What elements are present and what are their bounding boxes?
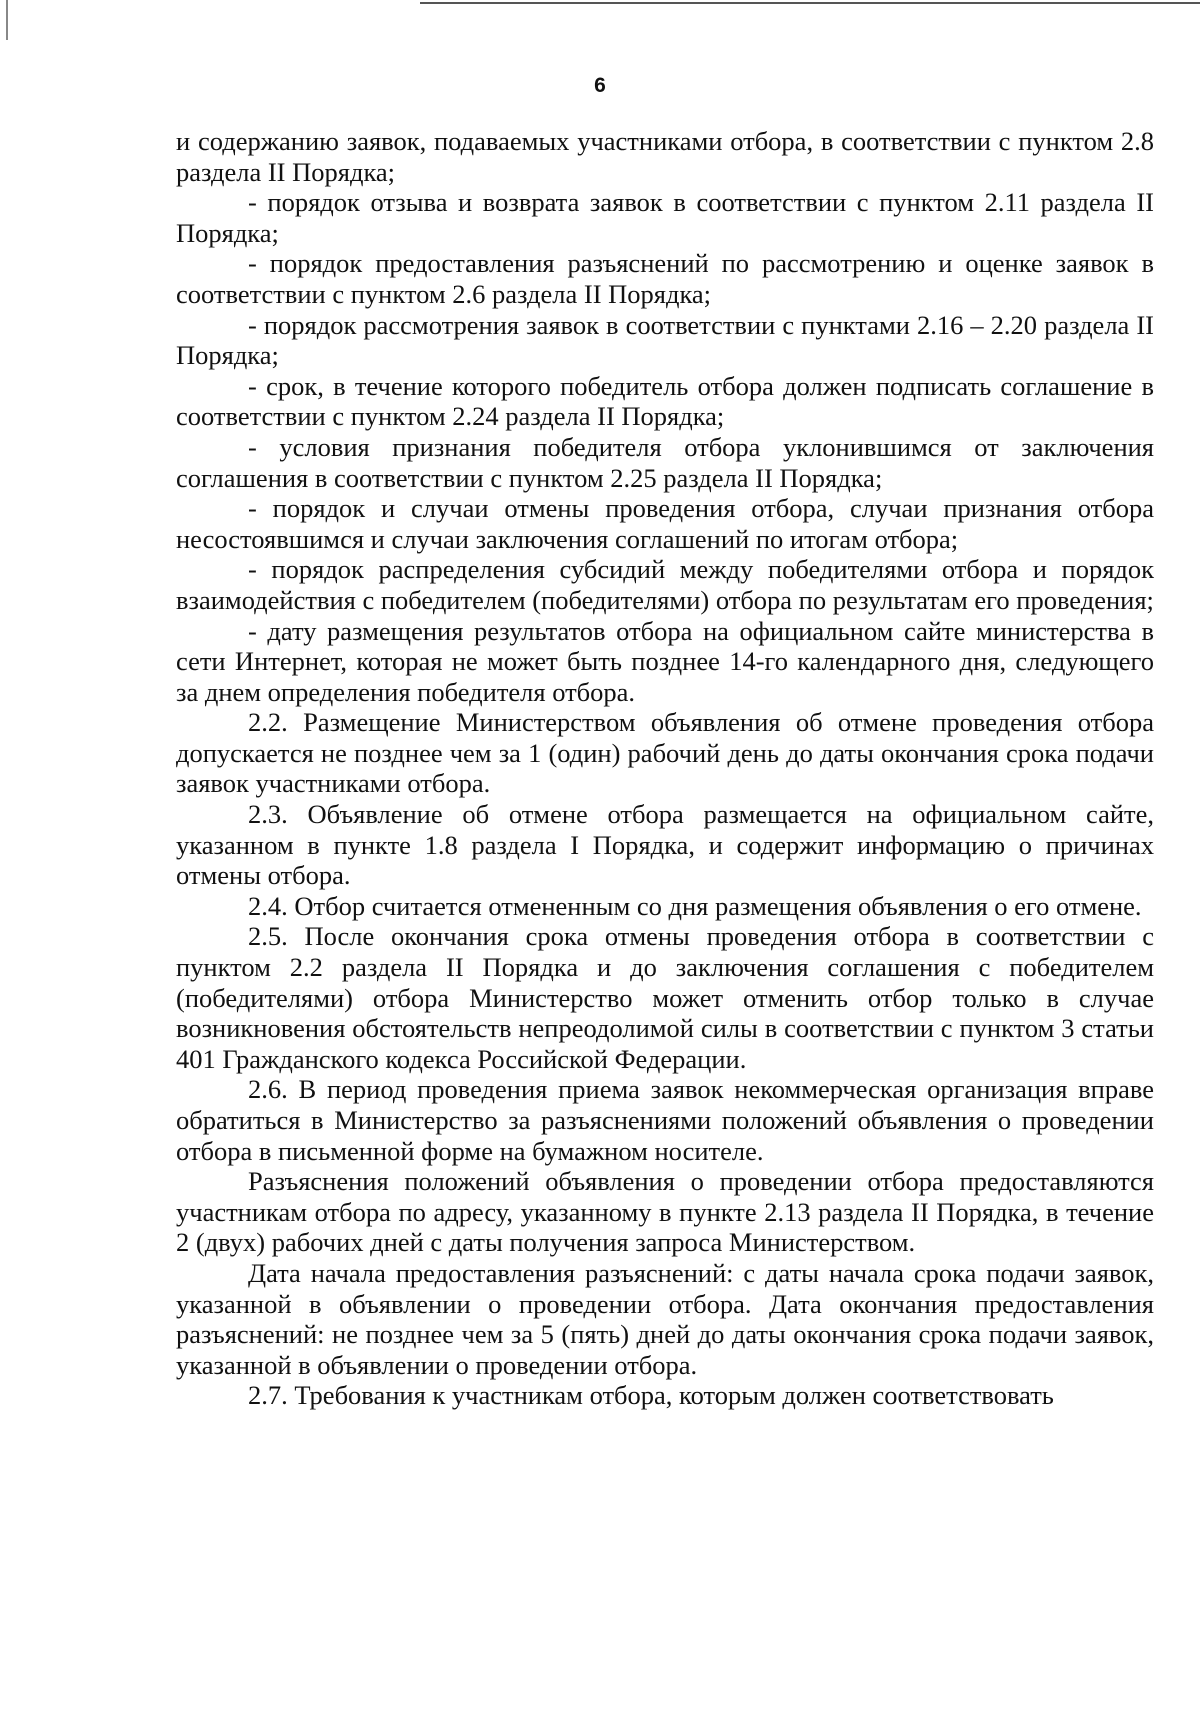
paragraph: - порядок рассмотрения заявок в соответствии с пунктами 2.16 – 2.20 раздела II Порядка;	[176, 309, 1154, 371]
paragraph: 2.7. Требования к участникам отбора, которым должен соответствовать	[248, 1380, 1054, 1411]
paragraph: 2.6. В период проведения приема заявок некоммерческая организация вправе обратиться в Министерство за разъяснениями положений объявления о проведении отбора в письменной форме на бумажном носителе.	[176, 1074, 1154, 1166]
paragraph: - порядок предоставления разъяснений по рассмотрению и оценке заявок в соответствии с пунктом 2.6 раздела II Порядка;	[176, 248, 1154, 309]
scan-edge-left	[6, 0, 8, 40]
paragraph: - дату размещения результатов отбора на официальном сайте министерства в сети Интернет, которая не может быть позднее 14-го календарного дня, следующего за днем определения победителя отбора.	[176, 615, 1154, 707]
paragraph: Дата начала предоставления разъяснений: с даты начала срока подачи заявок, указанной в объявлении о проведении отбора. Дата окончания предоставления разъяснений: не позднее чем за 5 (пять) дней до даты окончания срока подачи заявок, указанной в объявлении о проведении отбора.	[176, 1257, 1154, 1380]
paragraph: - порядок отзыва и возврата заявок в соответствии с пунктом 2.11 раздела II Порядка;	[176, 187, 1154, 248]
paragraph: и содержанию заявок, подаваемых участниками отбора, в соответствии с пунктом 2.8 раздела II Порядка;	[176, 126, 1154, 187]
paragraph: 2.4. Отбор считается отмененным со дня размещения объявления о его отмене.	[248, 890, 1142, 921]
paragraph: Разъяснения положений объявления о проведении отбора предоставляются участникам отбора по адресу, указанному в пункте 2.13 раздела II Порядка, в течение 2 (двух) рабочих дней с даты получения запроса Министерством.	[176, 1166, 1154, 1258]
paragraph: 2.3. Объявление об отмене отбора размещается на официальном сайте, указанном в пункте 1.8 раздела I Порядка, и содержит информацию о причинах отмены отбора.	[176, 799, 1154, 891]
scan-edge-top	[420, 2, 1200, 4]
paragraph: 2.2. Размещение Министерством объявления об отмене проведения отбора допускается не позднее чем за 1 (один) рабочий день до даты окончания срока подачи заявок участниками отбора.	[176, 707, 1154, 799]
paragraph: 2.5. После окончания срока отмены проведения отбора в соответствии с пунктом 2.2 раздела II Порядка и до заключения соглашения с победителем (победителями) отбора Министерство может отменить отбор только в случае возникновения обстоятельств непреодолимой силы в соответствии с пунктом 3 статьи 401 Гражданского кодекса Российской Федерации.	[176, 921, 1154, 1074]
paragraph: - порядок распределения субсидий между победителями отбора и порядок взаимодействия с победителем (победителями) отбора по результатам его проведения;	[176, 554, 1154, 615]
document-body	[176, 126, 1154, 1411]
page-number: 6	[594, 74, 606, 97]
paragraph: - порядок и случаи отмены проведения отбора, случаи признания отбора несостоявшимся и случаи заключения соглашений по итогам отбора;	[176, 493, 1154, 554]
paragraph: - условия признания победителя отбора уклонившимся от заключения соглашения в соответствии с пунктом 2.25 раздела II Порядка;	[176, 431, 1154, 493]
paragraph: - срок, в течение которого победитель отбора должен подписать соглашение в соответствии с пунктом 2.24 раздела II Порядка;	[176, 370, 1154, 432]
